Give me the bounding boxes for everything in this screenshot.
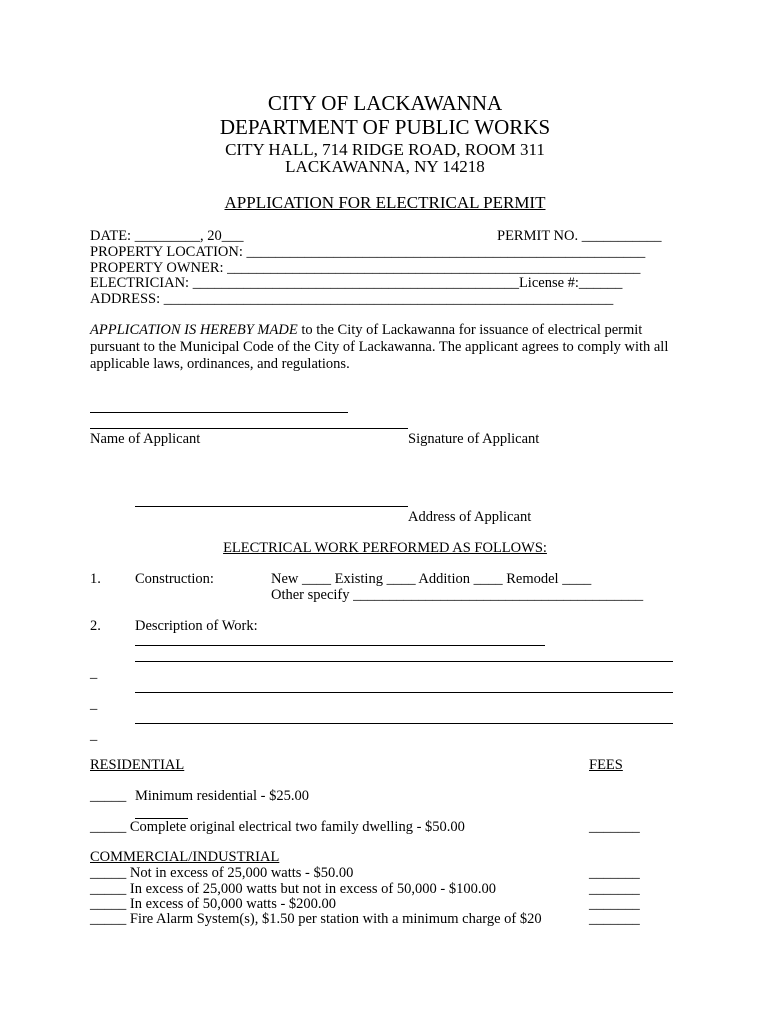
dash-mark: _ (90, 696, 98, 712)
statement-lead: APPLICATION IS HEREBY MADE (90, 322, 298, 338)
city-hall-address: CITY HALL, 714 RIDGE ROAD, ROOM 311 (225, 140, 545, 159)
commercial-item-4[interactable]: _____ Fire Alarm System(s), $1.50 per station with a minimum charge of $20 (90, 911, 542, 927)
electrician-field[interactable]: ELECTRICIAN: _____________________________________________License #:______ (90, 275, 623, 291)
description-line[interactable] (135, 723, 673, 724)
city-name: CITY OF LACKAWANNA (267, 91, 503, 115)
signature-of-applicant-label: Signature of Applicant (408, 431, 540, 447)
application-statement (90, 322, 680, 373)
city-state-zip: LACKAWANNA, NY 14218 (285, 157, 485, 176)
description-of-work-label: Description of Work: (135, 618, 258, 634)
commercial-industrial-heading: COMMERCIAL/INDUSTRIAL (90, 849, 280, 865)
construction-options[interactable]: New ____ Existing ____ Addition ____ Remodel ____ (271, 571, 592, 587)
item-2-number: 2. (90, 618, 101, 634)
item-1-number: 1. (90, 571, 101, 587)
signature-line[interactable] (90, 428, 408, 429)
permit-number-field[interactable]: PERMIT NO. ___________ (497, 228, 662, 244)
date-field[interactable]: DATE: _________, 20___ (90, 228, 244, 244)
commercial-fee-1[interactable]: _______ (589, 865, 640, 881)
fees-heading: FEES (589, 757, 623, 773)
department-name: DEPARTMENT OF PUBLIC WORKS (219, 115, 551, 139)
residential-minimum-blank[interactable]: _____ (90, 788, 127, 804)
work-performed-heading: ELECTRICAL WORK PERFORMED AS FOLLOWS: (223, 540, 547, 556)
name-line[interactable] (90, 412, 348, 413)
property-owner-field[interactable]: PROPERTY OWNER: _________________________________________________________ (90, 260, 641, 276)
commercial-fee-2[interactable]: _______ (589, 881, 640, 897)
commercial-fee-3[interactable]: _______ (589, 896, 640, 912)
name-of-applicant-label: Name of Applicant (90, 431, 201, 447)
property-location-field[interactable]: PROPERTY LOCATION: _______________________________________________________ (90, 244, 646, 260)
description-line[interactable] (135, 661, 673, 662)
dash-mark: _ (90, 665, 98, 681)
commercial-item-2[interactable]: _____ In excess of 25,000 watts but not in excess of 50,000 - $100.00 (90, 881, 496, 897)
commercial-fee-4[interactable]: _______ (589, 911, 640, 927)
address-field[interactable]: ADDRESS: ______________________________________________________________ (90, 291, 614, 307)
commercial-item-3[interactable]: _____ In excess of 50,000 watts - $200.00 (90, 896, 337, 912)
residential-heading: RESIDENTIAL (90, 757, 185, 773)
dash-mark: _ (90, 727, 98, 743)
residential-complete-fee[interactable]: _______ (589, 819, 640, 835)
description-line[interactable] (135, 645, 545, 646)
residential-minimum-text: Minimum residential - $25.00 (135, 788, 309, 804)
other-specify-field[interactable]: Other specify ________________________________________ (271, 587, 644, 603)
statement-body: to the City of Lackawanna for issuance of electrical permit pursuant to the Municipal Code of the City of Lackawanna. The applicant agrees to comply with all applicable laws, ordinances, and regulations. (90, 322, 669, 372)
form-title: APPLICATION FOR ELECTRICAL PERMIT (224, 193, 546, 212)
commercial-item-1[interactable]: _____ Not in excess of 25,000 watts - $50.00 (90, 865, 354, 881)
applicant-address-line[interactable] (135, 506, 408, 507)
address-of-applicant-label: Address of Applicant (408, 509, 532, 525)
residential-complete-item[interactable]: _____ Complete original electrical two family dwelling - $50.00 (90, 819, 465, 835)
construction-label: Construction: (135, 571, 214, 587)
description-line[interactable] (135, 692, 673, 693)
